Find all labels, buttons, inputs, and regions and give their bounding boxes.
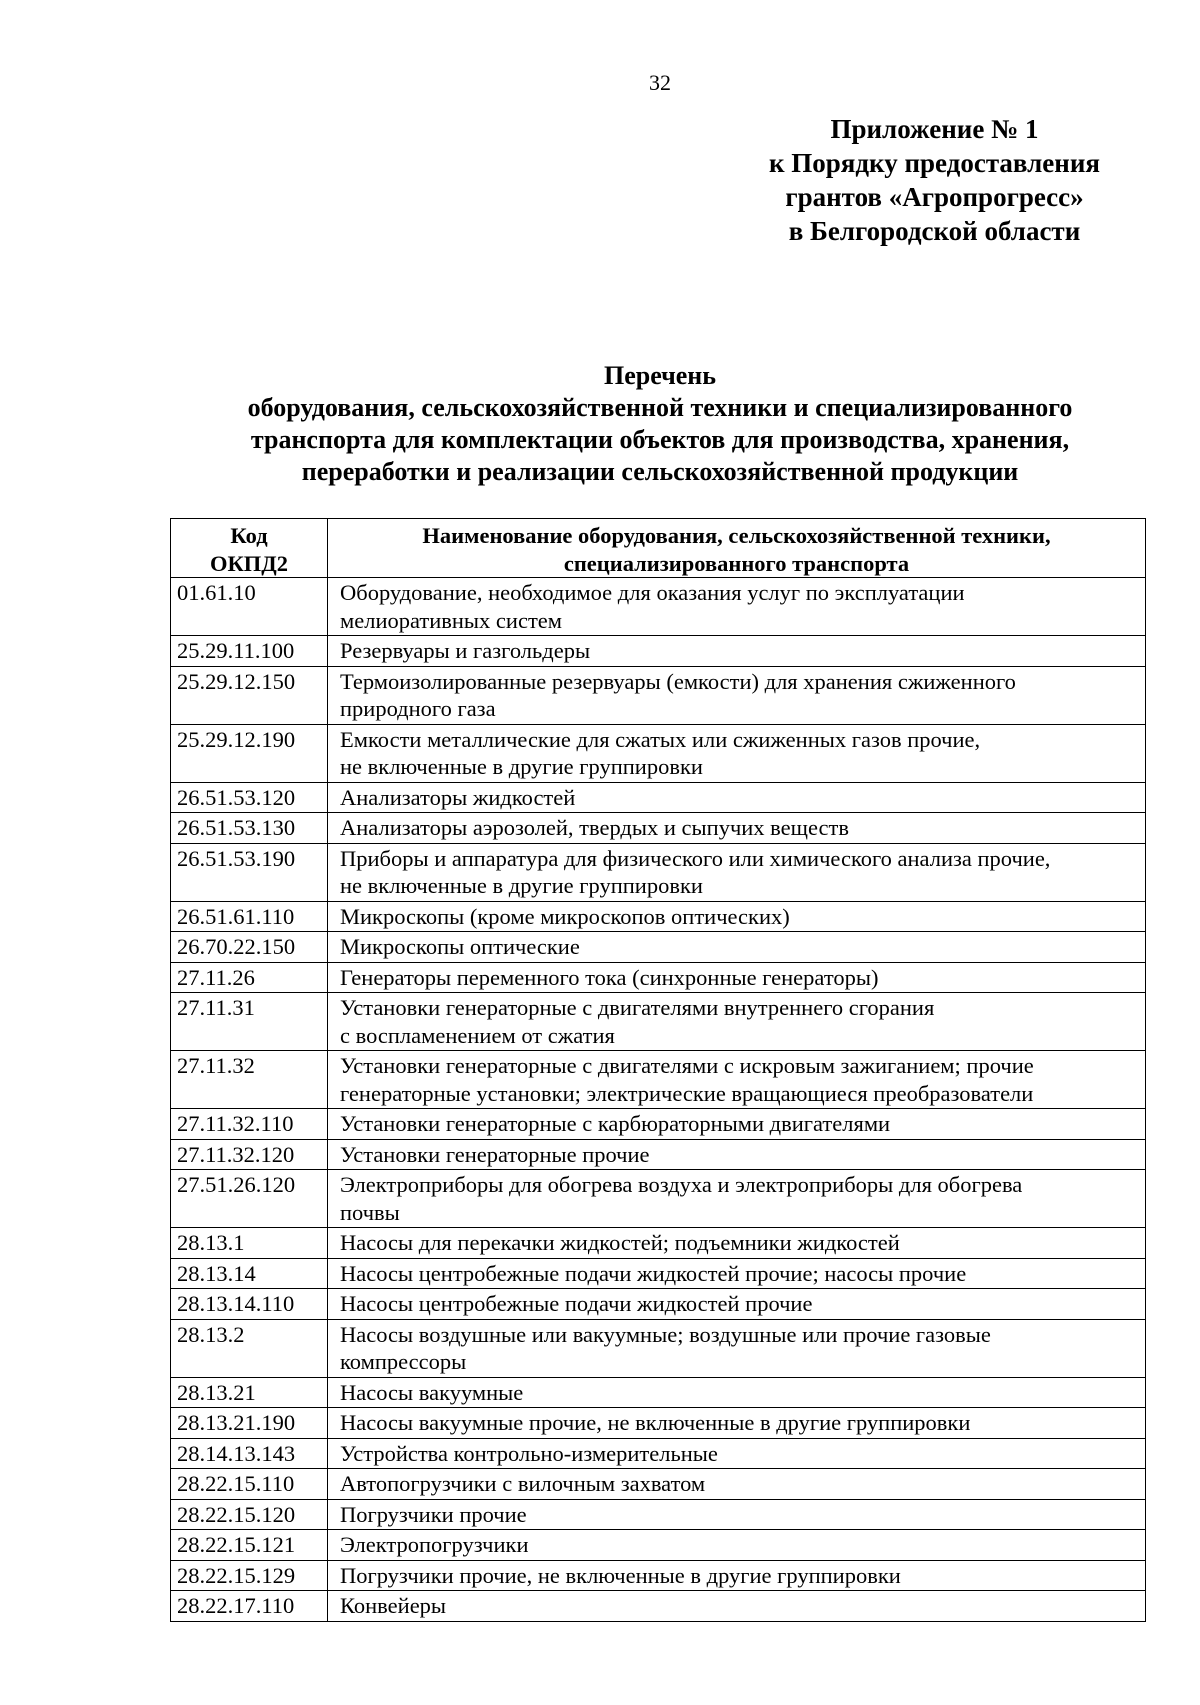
table-row (171, 1377, 1146, 1408)
equipment-name-line: Емкости металлические для сжатых или сжиженных газов прочие, (340, 726, 981, 752)
document-title (170, 360, 1150, 488)
table-row (171, 1319, 1146, 1377)
equipment-name-line: компрессоры (340, 1349, 467, 1374)
appendix-line: Приложение № 1 (830, 114, 1039, 144)
table-row (171, 843, 1146, 901)
equipment-name-line: почвы (340, 1199, 400, 1225)
equipment-name-cell (328, 1109, 1146, 1140)
okpd2-code-cell: 25.29.12.150 (171, 666, 328, 724)
table-row (171, 1560, 1146, 1591)
equipment-name-cell (328, 813, 1146, 844)
table-row (171, 1530, 1146, 1561)
okpd2-code-cell: 28.22.17.110 (171, 1591, 328, 1622)
column-header-code (171, 519, 328, 578)
header-line: ОКПД2 (209, 550, 289, 576)
equipment-name-line: Насосы вакуумные прочие, не включенные в другие группировки (340, 1410, 971, 1435)
equipment-name-line: Автопогрузчики с вилочным захватом (340, 1471, 706, 1496)
equipment-name-cell (328, 1139, 1146, 1170)
equipment-name-cell (328, 1591, 1146, 1622)
table-body (171, 578, 1146, 1622)
equipment-name-line: Насосы воздушные или вакуумные; воздушные или прочие газовые (340, 1321, 991, 1347)
equipment-name-cell (328, 1377, 1146, 1408)
table-row (171, 1228, 1146, 1259)
equipment-name-line: Установки генераторные с карбюраторными двигателями (340, 1111, 891, 1136)
table-row (171, 1109, 1146, 1140)
table-row (171, 1258, 1146, 1289)
table-row (171, 1139, 1146, 1170)
okpd2-code-cell: 27.11.32 (171, 1051, 328, 1109)
equipment-name-cell (328, 1408, 1146, 1439)
title-line: оборудования, сельскохозяйственной техники и специализированного (247, 393, 1073, 422)
equipment-name-cell (328, 1319, 1146, 1377)
equipment-name-cell (328, 666, 1146, 724)
equipment-name-line: Микроскопы оптические (340, 934, 580, 959)
appendix-header (769, 112, 1100, 248)
header-line: Наименование оборудования, сельскохозяйственной техники, (422, 523, 1051, 548)
equipment-name-cell (328, 1438, 1146, 1469)
equipment-name-line: Установки генераторные прочие (340, 1141, 650, 1167)
equipment-name-cell (328, 1228, 1146, 1259)
equipment-name-cell (328, 1170, 1146, 1228)
equipment-name-line: Электроприборы для обогрева воздуха и электроприборы для обогрева (340, 1172, 1023, 1197)
table-header-row (171, 519, 1146, 578)
table-row (171, 1408, 1146, 1439)
equipment-name-cell (328, 636, 1146, 667)
equipment-name-line: не включенные в другие группировки (340, 754, 703, 779)
okpd2-code-cell: 27.11.32.120 (171, 1139, 328, 1170)
table-row (171, 578, 1146, 636)
equipment-name-cell (328, 578, 1146, 636)
okpd2-code-cell: 28.14.13.143 (171, 1438, 328, 1469)
okpd2-code-cell: 28.22.15.120 (171, 1499, 328, 1530)
okpd2-code-cell: 28.13.2 (171, 1319, 328, 1377)
okpd2-code-cell: 26.70.22.150 (171, 932, 328, 963)
okpd2-code-cell: 27.11.32.110 (171, 1109, 328, 1140)
equipment-name-cell (328, 1469, 1146, 1500)
okpd2-code-cell: 27.51.26.120 (171, 1170, 328, 1228)
table-row (171, 993, 1146, 1051)
table-row (171, 666, 1146, 724)
equipment-name-line: Анализаторы аэрозолей, твердых и сыпучих веществ (340, 815, 849, 840)
column-header-name (328, 519, 1146, 578)
table-row (171, 782, 1146, 813)
okpd2-code-cell: 26.51.61.110 (171, 901, 328, 932)
table-row (171, 813, 1146, 844)
okpd2-code-cell: 28.22.15.129 (171, 1560, 328, 1591)
appendix-line: грантов «Агропрогресс» (785, 182, 1084, 212)
table-row (171, 1499, 1146, 1530)
table-row (171, 1469, 1146, 1500)
equipment-name-line: Погрузчики прочие (340, 1501, 527, 1527)
table-row (171, 932, 1146, 963)
equipment-name-cell (328, 782, 1146, 813)
table-row (171, 1170, 1146, 1228)
equipment-name-line: мелиоративных систем (340, 607, 563, 633)
equipment-name-line: Микроскопы (кроме микроскопов оптических) (340, 903, 790, 929)
table-row (171, 724, 1146, 782)
equipment-name-cell (328, 843, 1146, 901)
equipment-name-line: Электропогрузчики (340, 1532, 529, 1557)
okpd2-code-cell: 28.13.21.190 (171, 1408, 328, 1439)
equipment-name-line: не включенные в другие группировки (340, 873, 703, 898)
equipment-name-cell (328, 1051, 1146, 1109)
equipment-name-line: Насосы центробежные подачи жидкостей прочие; насосы прочие (340, 1260, 967, 1286)
okpd2-code-cell: 25.29.11.100 (171, 636, 328, 667)
equipment-name-cell (328, 1499, 1146, 1530)
okpd2-code-cell: 28.13.14.110 (171, 1289, 328, 1320)
equipment-name-line: с воспламенением от сжатия (340, 1022, 615, 1048)
okpd2-code-cell: 27.11.31 (171, 993, 328, 1051)
title-line: Перечень (603, 361, 717, 390)
table-row (171, 1289, 1146, 1320)
okpd2-code-cell: 26.51.53.190 (171, 843, 328, 901)
okpd2-code-cell: 28.22.15.121 (171, 1530, 328, 1561)
table-row (171, 1051, 1146, 1109)
appendix-line: в Белгородской области (788, 216, 1081, 246)
equipment-name-cell (328, 1560, 1146, 1591)
appendix-line: к Порядку предоставления (768, 148, 1100, 178)
equipment-name-line: Насосы центробежные подачи жидкостей прочие (340, 1291, 813, 1316)
equipment-table (170, 518, 1146, 1622)
okpd2-code-cell: 28.13.1 (171, 1228, 328, 1259)
title-line: переработки и реализации сельскохозяйственной продукции (301, 457, 1019, 486)
table-row (171, 962, 1146, 993)
equipment-name-cell (328, 901, 1146, 932)
equipment-name-line: Установки генераторные с двигателями внутреннего сгорания (340, 995, 935, 1020)
okpd2-code-cell: 01.61.10 (171, 578, 328, 636)
equipment-name-line: Погрузчики прочие, не включенные в другие группировки (340, 1562, 901, 1588)
header-line: Код (230, 523, 268, 548)
equipment-name-line: Устройства контрольно-измерительные (340, 1440, 718, 1466)
table-row (171, 901, 1146, 932)
equipment-name-line: Установки генераторные с двигателями с искровым зажиганием; прочие (340, 1053, 1034, 1078)
equipment-name-line: Насосы вакуумные (340, 1379, 524, 1405)
title-line: транспорта для комплектации объектов для производства, хранения, (250, 425, 1070, 454)
equipment-name-line: Анализаторы жидкостей (340, 784, 576, 810)
equipment-name-line: Оборудование, необходимое для оказания услуг по эксплуатации (340, 580, 965, 605)
equipment-name-line: Резервуары и газгольдеры (340, 638, 591, 663)
table-row (171, 1591, 1146, 1622)
equipment-name-cell (328, 932, 1146, 963)
equipment-name-cell (328, 993, 1146, 1051)
okpd2-code-cell: 25.29.12.190 (171, 724, 328, 782)
equipment-name-cell (328, 724, 1146, 782)
okpd2-code-cell: 27.11.26 (171, 962, 328, 993)
okpd2-code-cell: 26.51.53.120 (171, 782, 328, 813)
table-row (171, 636, 1146, 667)
equipment-name-line: генераторные установки; электрические вращающиеся преобразователи (340, 1080, 1034, 1106)
equipment-name-line: Термоизолированные резервуары (емкости) для хранения сжиженного (340, 668, 1016, 694)
equipment-name-cell (328, 1530, 1146, 1561)
equipment-name-line: Генераторы переменного тока (синхронные генераторы) (340, 964, 879, 990)
equipment-name-cell (328, 1289, 1146, 1320)
equipment-name-line: природного газа (340, 696, 496, 721)
equipment-name-line: Насосы для перекачки жидкостей; подъемники жидкостей (340, 1230, 900, 1255)
equipment-name-cell (328, 1258, 1146, 1289)
table-row (171, 1438, 1146, 1469)
equipment-name-line: Приборы и аппаратура для физического или химического анализа прочие, (340, 845, 1051, 871)
header-line: специализированного транспорта (563, 550, 910, 576)
okpd2-code-cell: 28.13.14 (171, 1258, 328, 1289)
okpd2-code-cell: 26.51.53.130 (171, 813, 328, 844)
okpd2-code-cell: 28.22.15.110 (171, 1469, 328, 1500)
page-number: 32 (649, 70, 671, 95)
equipment-name-line: Конвейеры (340, 1593, 447, 1618)
okpd2-code-cell: 28.13.21 (171, 1377, 328, 1408)
equipment-name-cell (328, 962, 1146, 993)
